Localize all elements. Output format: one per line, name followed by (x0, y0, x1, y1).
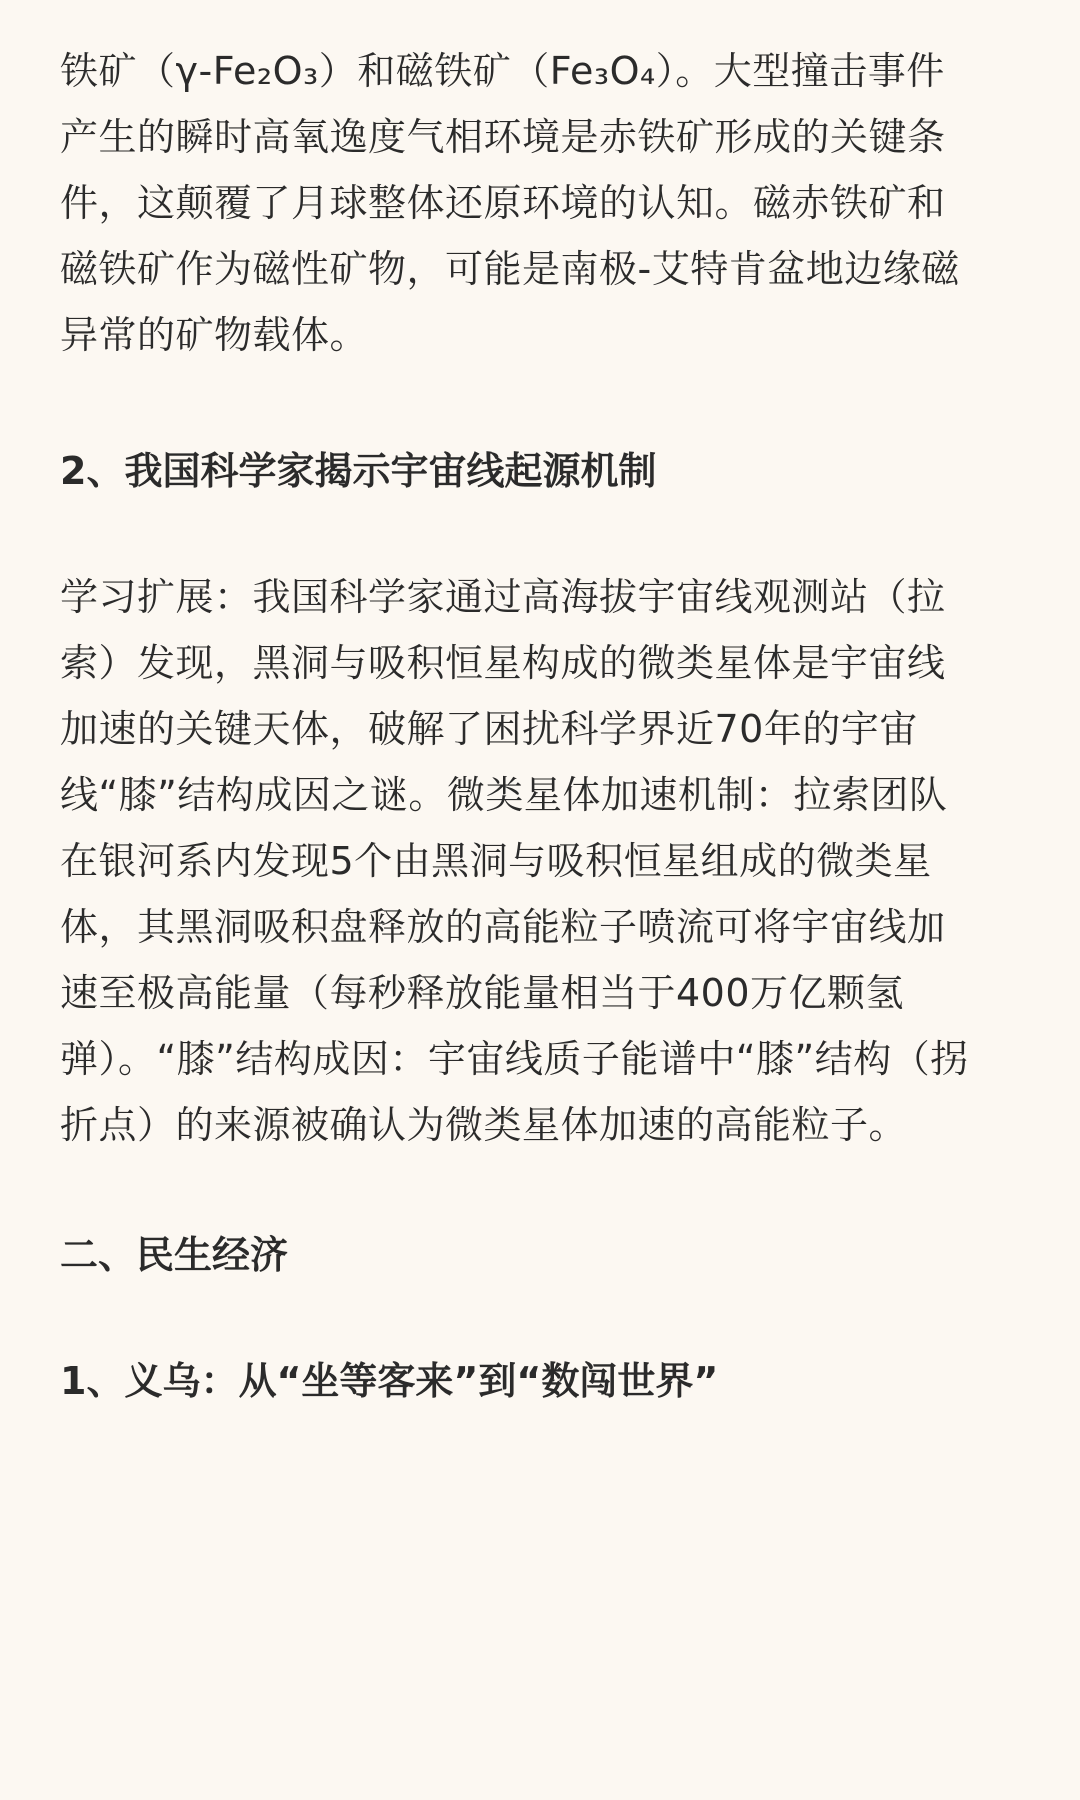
paragraph-line: 件，这颠覆了月球整体还原环境的认知。磁赤铁矿和 (60, 181, 946, 225)
section-heading-cosmic-ray: 2、我国科学家揭示宇宙线起源机制 (60, 449, 657, 493)
cosmic-ray-paragraph (60, 564, 1020, 1158)
paragraph-line: 折点）的来源被确认为微类星体加速的高能粒子。 (60, 1103, 908, 1147)
paragraph-line: 在银河系内发现5个由黑洞与吸积恒星组成的微类星 (60, 839, 932, 883)
paragraph-line: 加速的关键天体，破解了困扰科学界近70年的宇宙 (60, 707, 918, 751)
paragraph-line: 速至极高能量（每秒释放能量相当于400万亿颗氢 (60, 971, 905, 1015)
intro-paragraph (60, 38, 1020, 368)
paragraph-line: 索）发现，黑洞与吸积恒星构成的微类星体是宇宙线 (60, 641, 946, 685)
paragraph-line: 学习扩展：我国科学家通过高海拔宇宙线观测站（拉 (60, 575, 946, 619)
section-heading-yiwu: 1、义乌：从“坐等客来”到“数闯世界” (60, 1359, 719, 1403)
paragraph-line: 磁铁矿作为磁性矿物，可能是南极-艾特肯盆地边缘磁 (60, 247, 960, 291)
paragraph-line: 产生的瞬时高氧逸度气相环境是赤铁矿形成的关键条 (60, 115, 946, 159)
paragraph-line: 异常的矿物载体。 (60, 313, 369, 357)
paragraph-line: 线“膝”结构成因之谜。微类星体加速机制：拉索团队 (60, 773, 948, 817)
section-heading-livelihood: 二、民生经济 (60, 1233, 289, 1277)
paragraph-line: 铁矿（γ-Fe₂O₃）和磁铁矿（Fe₃O₄）。大型撞击事件 (60, 49, 945, 93)
paragraph-line: 弹）。“膝”结构成因：宇宙线质子能谱中“膝”结构（拐 (60, 1037, 969, 1081)
paragraph-line: 体，其黑洞吸积盘释放的高能粒子喷流可将宇宙线加 (60, 905, 946, 949)
